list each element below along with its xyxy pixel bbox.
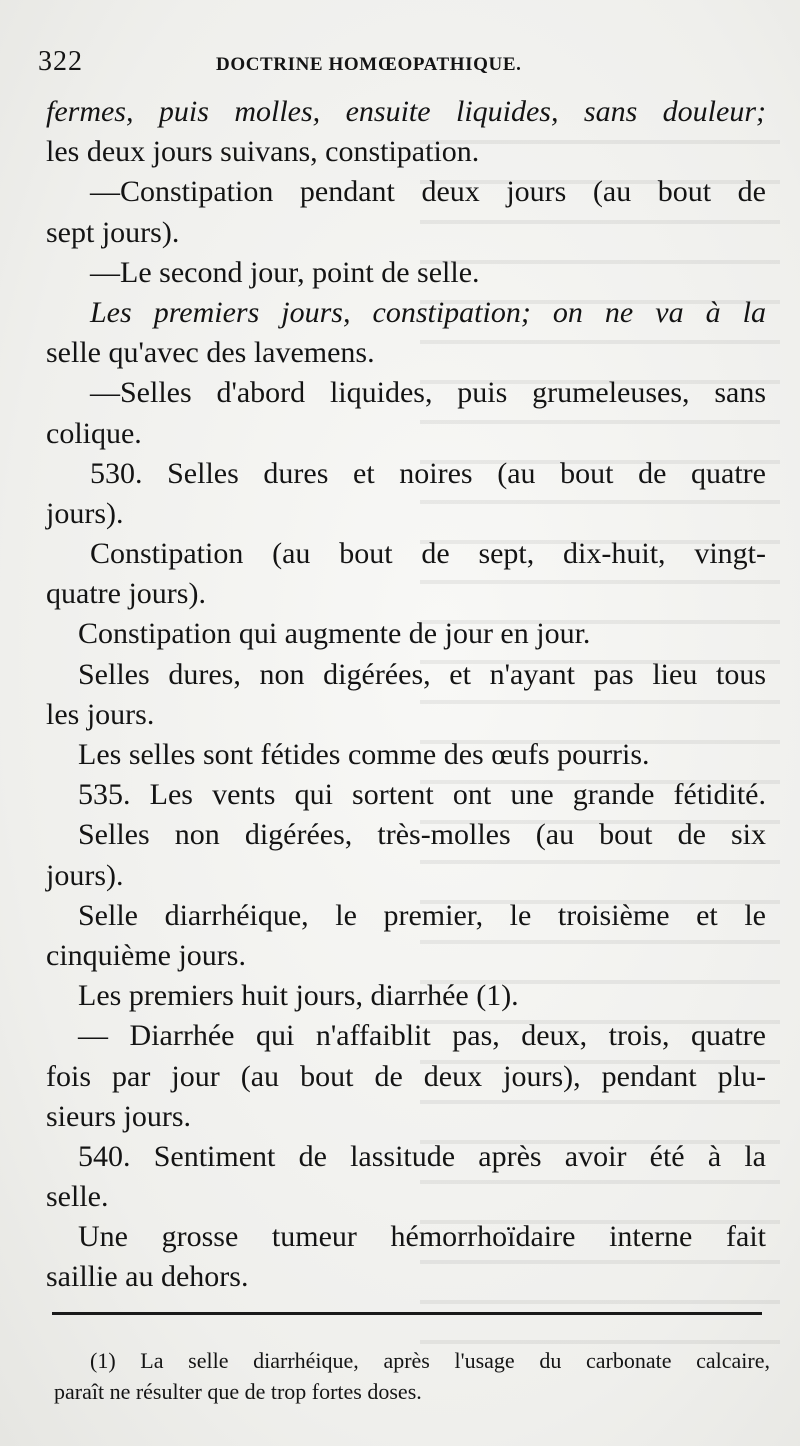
text-line: cinquième jours. [46, 938, 246, 972]
text-line: quatre jours). [46, 577, 206, 611]
text-line: colique. [46, 416, 142, 450]
text-line: Constipation (au bout de sept, dix-huit, vingt- [90, 537, 766, 571]
footnote-line: (1) La selle diarrhéique, après l'usage du carbonate calcaire, [90, 1348, 770, 1373]
text-line: Les premiers huit jours, diarrhée (1). [78, 979, 519, 1013]
text-line: Constipation qui augmente de jour en jour. [78, 617, 591, 651]
text-line: selle qu'avec des lavemens. [46, 336, 375, 370]
text-line: les jours. [46, 697, 155, 731]
text-line: sieurs jours. [46, 1099, 191, 1133]
text-line: jours). [46, 858, 124, 892]
text-line: sept jours). [46, 215, 180, 249]
text-line: Les premiers jours, constipation; on ne va à la [90, 295, 766, 329]
text-line [46, 92, 766, 132]
text-line-content: fermes, puis molles, ensuite liquides, sans douleur; [46, 95, 766, 128]
text-line: 540. Sentiment de lassitude après avoir été à la [78, 1139, 766, 1173]
text-line: Les selles sont fétides comme des œufs pourris. [78, 738, 650, 771]
text-line: 535. Les vents qui sortent ont une grande fétidité. [78, 778, 766, 812]
text-line: selle. [46, 1180, 109, 1214]
text-line: —Constipation pendant deux jours (au bout de [90, 175, 766, 209]
footnote-line: paraît ne résulter que de trop fortes doses. [54, 1379, 422, 1404]
text-line: Selles non digérées, très-molles (au bout de six [78, 818, 766, 852]
text-line: jours). [46, 496, 124, 530]
text-line: saillie au dehors. [46, 1260, 249, 1294]
footnote [54, 1345, 770, 1407]
running-head: DOCTRINE HOMŒOPATHIQUE. [216, 54, 522, 75]
text-line: 530. Selles dures et noires (au bout de quatre [90, 456, 766, 490]
text-line: Selle diarrhéique, le premier, le troisième et le [78, 898, 766, 932]
text-line: —Le second jour, point de selle. [90, 255, 480, 289]
page-header [38, 44, 768, 84]
text-line: Une grosse tumeur hémorrhoïdaire interne fait [78, 1220, 766, 1254]
text-line: — Diarrhée qui n'affaiblit pas, deux, trois, quatre [78, 1019, 766, 1053]
page-number: 322 [38, 46, 83, 77]
text-line: fois par jour (au bout de deux jours), pendant plu- [46, 1059, 766, 1093]
footnote-rule [52, 1312, 762, 1315]
body-text [46, 92, 766, 1298]
text-line: Selles dures, non digérées, et n'ayant pas lieu tous [78, 657, 766, 691]
text-line: —Selles d'abord liquides, puis grumeleuses, sans [90, 376, 766, 410]
text-line: les deux jours suivans, constipation. [46, 135, 480, 169]
